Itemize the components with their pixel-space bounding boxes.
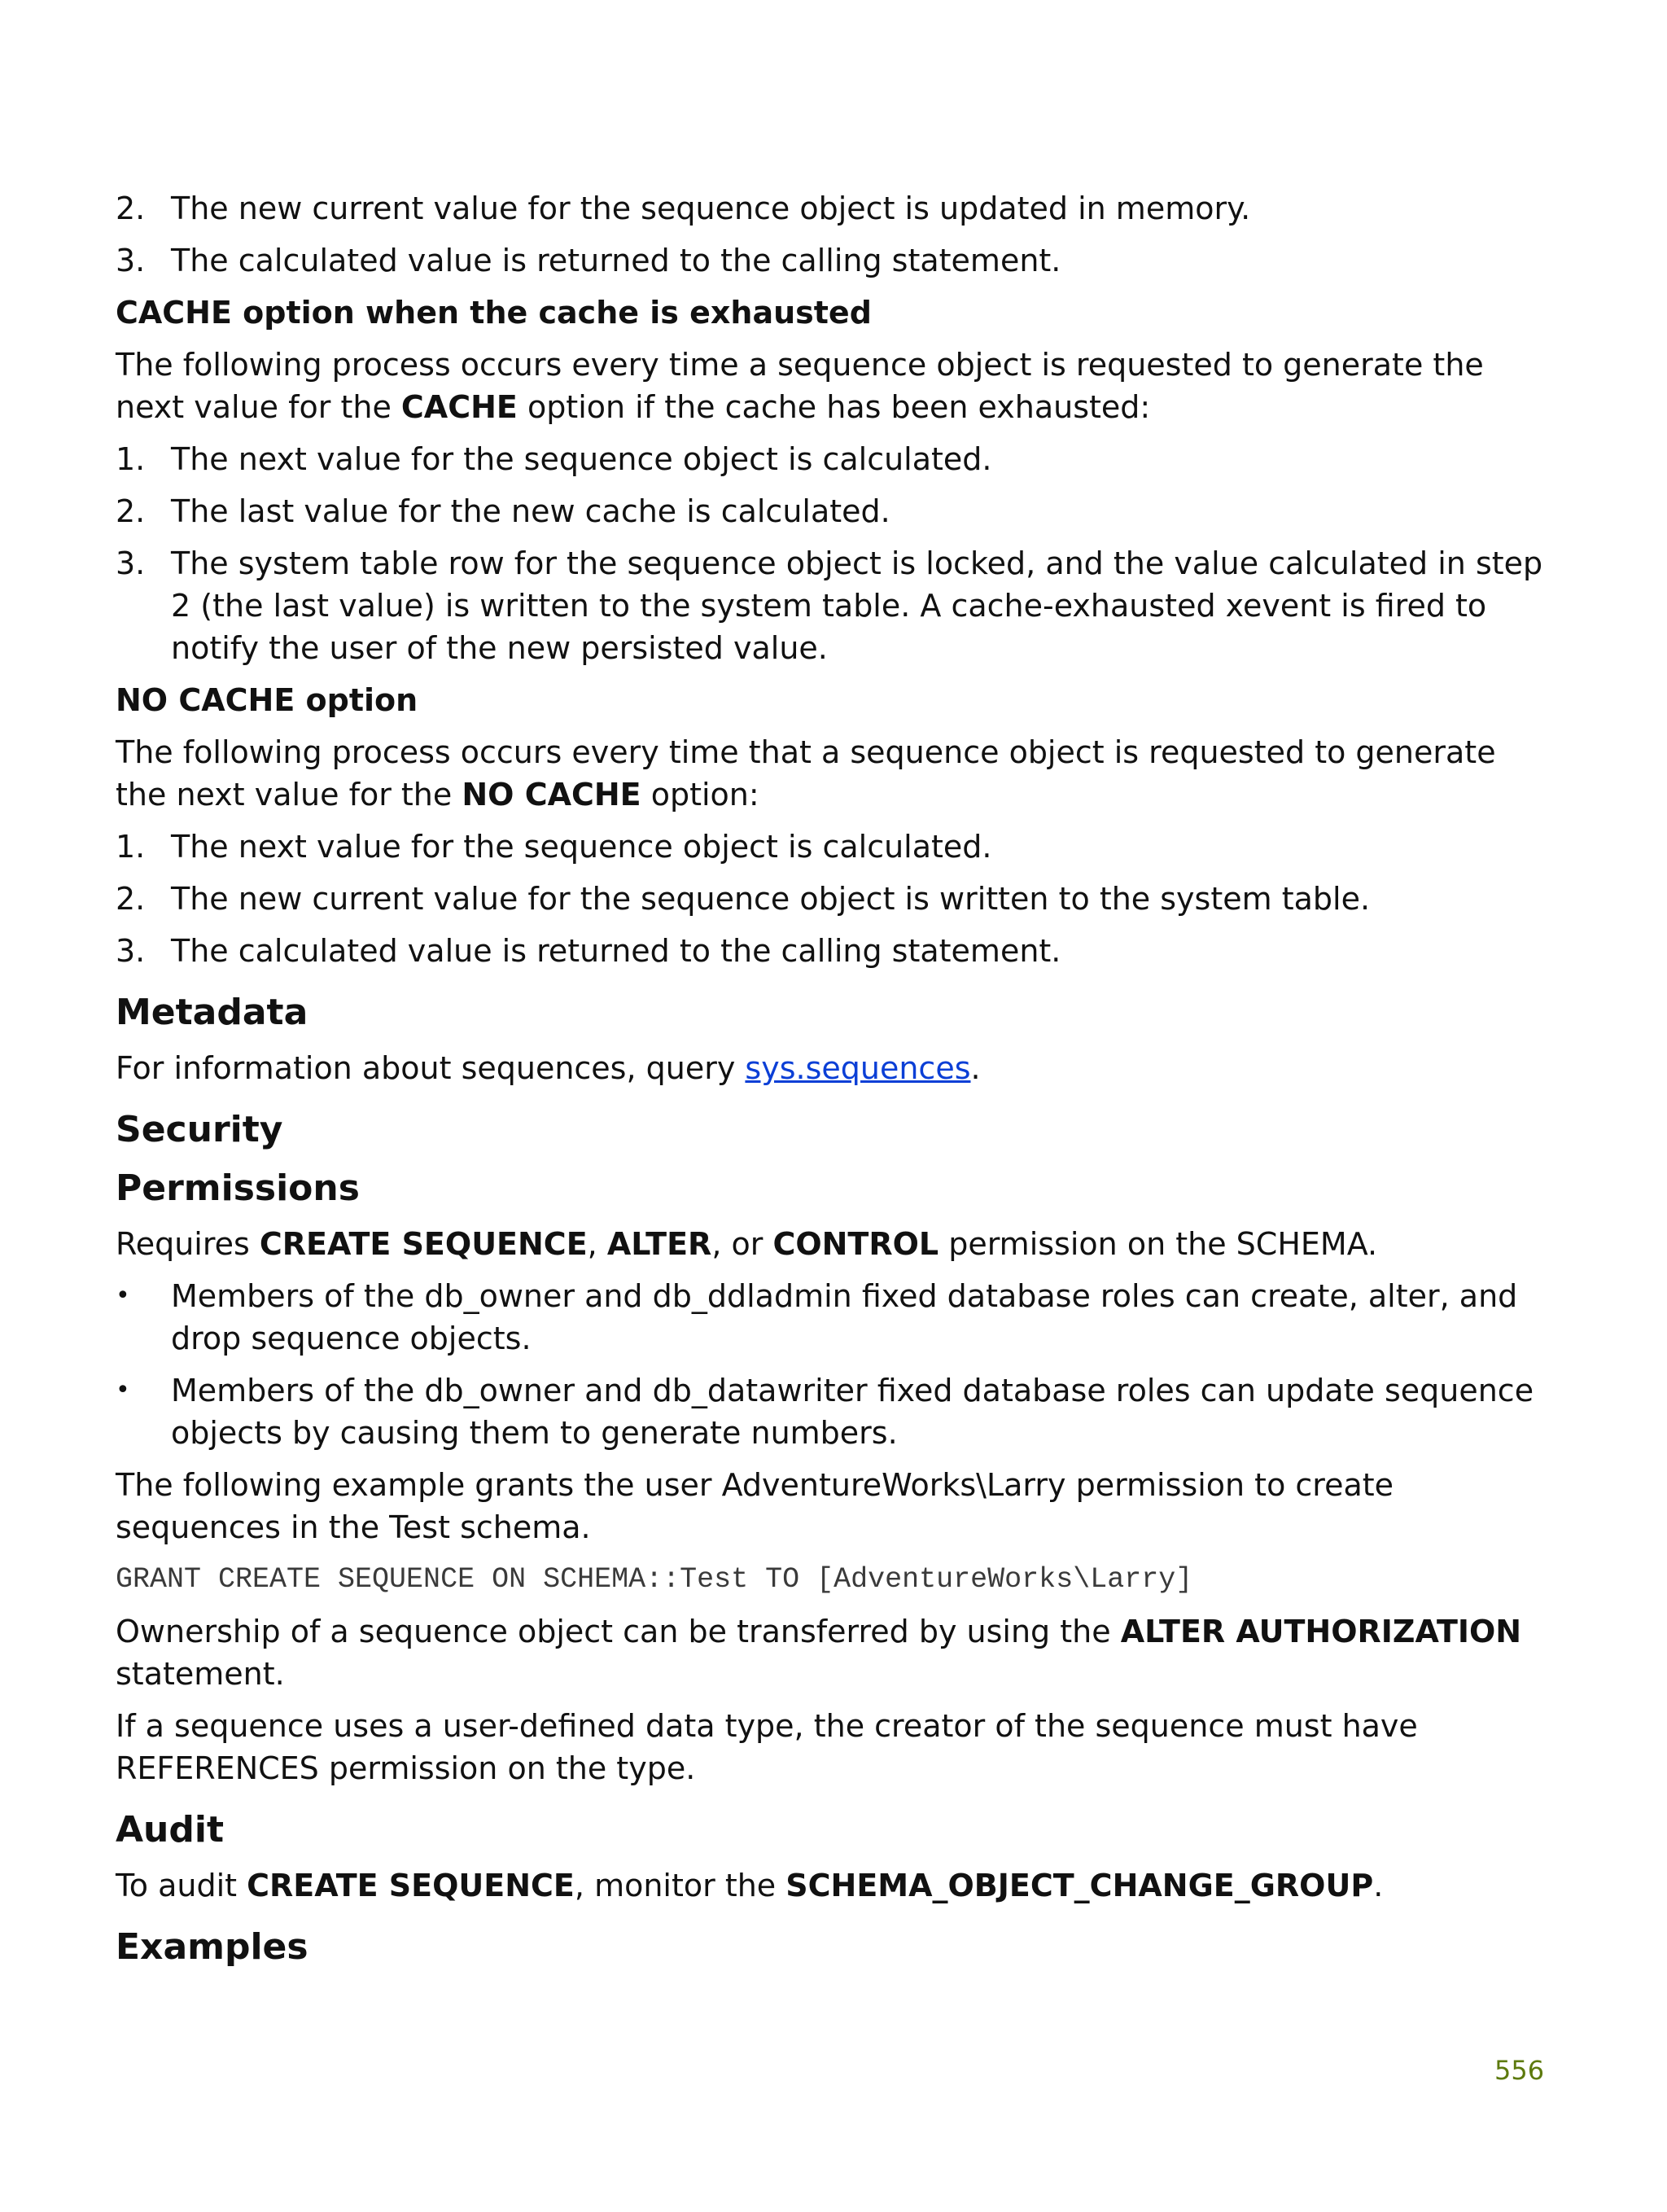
cache-exhausted-intro xyxy=(116,344,1556,428)
bullet-item xyxy=(116,1275,1556,1360)
text: . xyxy=(1373,1868,1384,1903)
list-item xyxy=(116,878,1556,920)
metadata-text-pre: For information about sequences, query xyxy=(116,1050,746,1086)
udt-permission-text: If a sequence uses a user-defined data type, the creator of the sequence must have REFERENCES permission on the type. xyxy=(116,1708,1418,1786)
list-item xyxy=(116,187,1556,230)
intro-text: option: xyxy=(641,777,759,813)
list-item-text: The new current value for the sequence object is updated in memory. xyxy=(171,191,1251,226)
list-item xyxy=(116,438,1556,480)
list-item-text: The calculated value is returned to the calling statement. xyxy=(171,933,1061,969)
bold-text: ALTER xyxy=(606,1226,712,1262)
document-page xyxy=(116,187,1556,1982)
bold-text: CREATE SEQUENCE xyxy=(247,1868,575,1903)
metadata-text-post: . xyxy=(970,1050,981,1086)
bullet-icon: • xyxy=(116,1376,130,1404)
text: To audit xyxy=(116,1868,247,1903)
text: , monitor the xyxy=(574,1868,786,1903)
list-number: 1. xyxy=(116,441,146,477)
list-item xyxy=(116,826,1556,868)
intro-text: The following process occurs every time that a sequence object is requested to generate the next value for the xyxy=(116,734,1496,813)
list-item-text: The last value for the new cache is calculated. xyxy=(171,493,890,529)
cache-exhausted-heading: CACHE option when the cache is exhausted xyxy=(116,295,872,331)
bullet-item xyxy=(116,1369,1556,1454)
permissions-bullets xyxy=(116,1275,1556,1454)
process-list-continued xyxy=(116,187,1556,282)
text: , xyxy=(587,1226,607,1262)
examples-heading: Examples xyxy=(116,1926,308,1968)
list-item-text: The new current value for the sequence object is written to the system table. xyxy=(171,881,1371,917)
bold-text: CREATE SEQUENCE xyxy=(259,1226,588,1262)
security-heading: Security xyxy=(116,1109,283,1150)
list-item-text: The calculated value is returned to the calling statement. xyxy=(171,243,1061,278)
ownership-text xyxy=(116,1610,1556,1695)
intro-text: option if the cache has been exhausted: xyxy=(517,389,1151,425)
list-item-text: The system table row for the sequence object is locked, and the value calculated in step 2 (the last value) is written to the system table. A cache-exhausted xevent is fired to notify the user of the new persisted value. xyxy=(171,545,1543,666)
no-cache-list xyxy=(116,826,1556,972)
permissions-requirement xyxy=(116,1223,1556,1265)
metadata-text xyxy=(116,1047,1556,1089)
list-number: 3. xyxy=(116,933,146,969)
list-item xyxy=(116,239,1556,282)
intro-bold: CACHE xyxy=(400,389,518,425)
page-number: 556 xyxy=(1494,2055,1545,2086)
grant-code-sample: GRANT CREATE SEQUENCE ON SCHEMA::Test TO [AdventureWorks\Larry] xyxy=(116,1563,1193,1596)
intro-text: The following process occurs every time a sequence object is requested to generate the next value for the xyxy=(116,347,1484,425)
list-item xyxy=(116,490,1556,532)
list-item xyxy=(116,542,1556,669)
list-number: 1. xyxy=(116,829,146,865)
no-cache-heading: NO CACHE option xyxy=(116,682,418,718)
grant-example-text: The following example grants the user AdventureWorks\Larry permission to create sequences in the Test schema. xyxy=(116,1467,1394,1545)
list-item xyxy=(116,930,1556,972)
bullet-icon: • xyxy=(116,1281,130,1310)
text: statement. xyxy=(116,1656,285,1692)
bullet-text: Members of the db_owner and db_ddladmin fixed database roles can create, alter, and drop sequence objects. xyxy=(171,1278,1518,1356)
list-number: 3. xyxy=(116,243,146,278)
permissions-heading: Permissions xyxy=(116,1167,360,1209)
text: permission on the SCHEMA. xyxy=(939,1226,1378,1262)
bold-text: ALTER AUTHORIZATION xyxy=(1120,1614,1522,1649)
list-number: 2. xyxy=(116,493,146,529)
audit-text xyxy=(116,1864,1556,1907)
cache-exhausted-list xyxy=(116,438,1556,669)
list-number: 3. xyxy=(116,545,146,581)
text: Ownership of a sequence object can be transferred by using the xyxy=(116,1614,1121,1649)
no-cache-intro xyxy=(116,731,1556,816)
text: Requires xyxy=(116,1226,260,1262)
audit-heading: Audit xyxy=(116,1809,224,1851)
sys-sequences-link[interactable]: sys.sequences xyxy=(745,1050,971,1086)
text: , or xyxy=(711,1226,773,1262)
list-number: 2. xyxy=(116,881,146,917)
list-number: 2. xyxy=(116,191,146,226)
intro-bold: NO CACHE xyxy=(462,777,641,813)
bullet-text: Members of the db_owner and db_datawriter fixed database roles can update sequence objects by causing them to generate numbers. xyxy=(171,1373,1534,1451)
list-item-text: The next value for the sequence object is calculated. xyxy=(171,829,992,865)
bold-text: SCHEMA_OBJECT_CHANGE_GROUP xyxy=(785,1868,1374,1903)
list-item-text: The next value for the sequence object is calculated. xyxy=(171,441,992,477)
bold-text: CONTROL xyxy=(772,1226,939,1262)
metadata-heading: Metadata xyxy=(116,992,308,1033)
